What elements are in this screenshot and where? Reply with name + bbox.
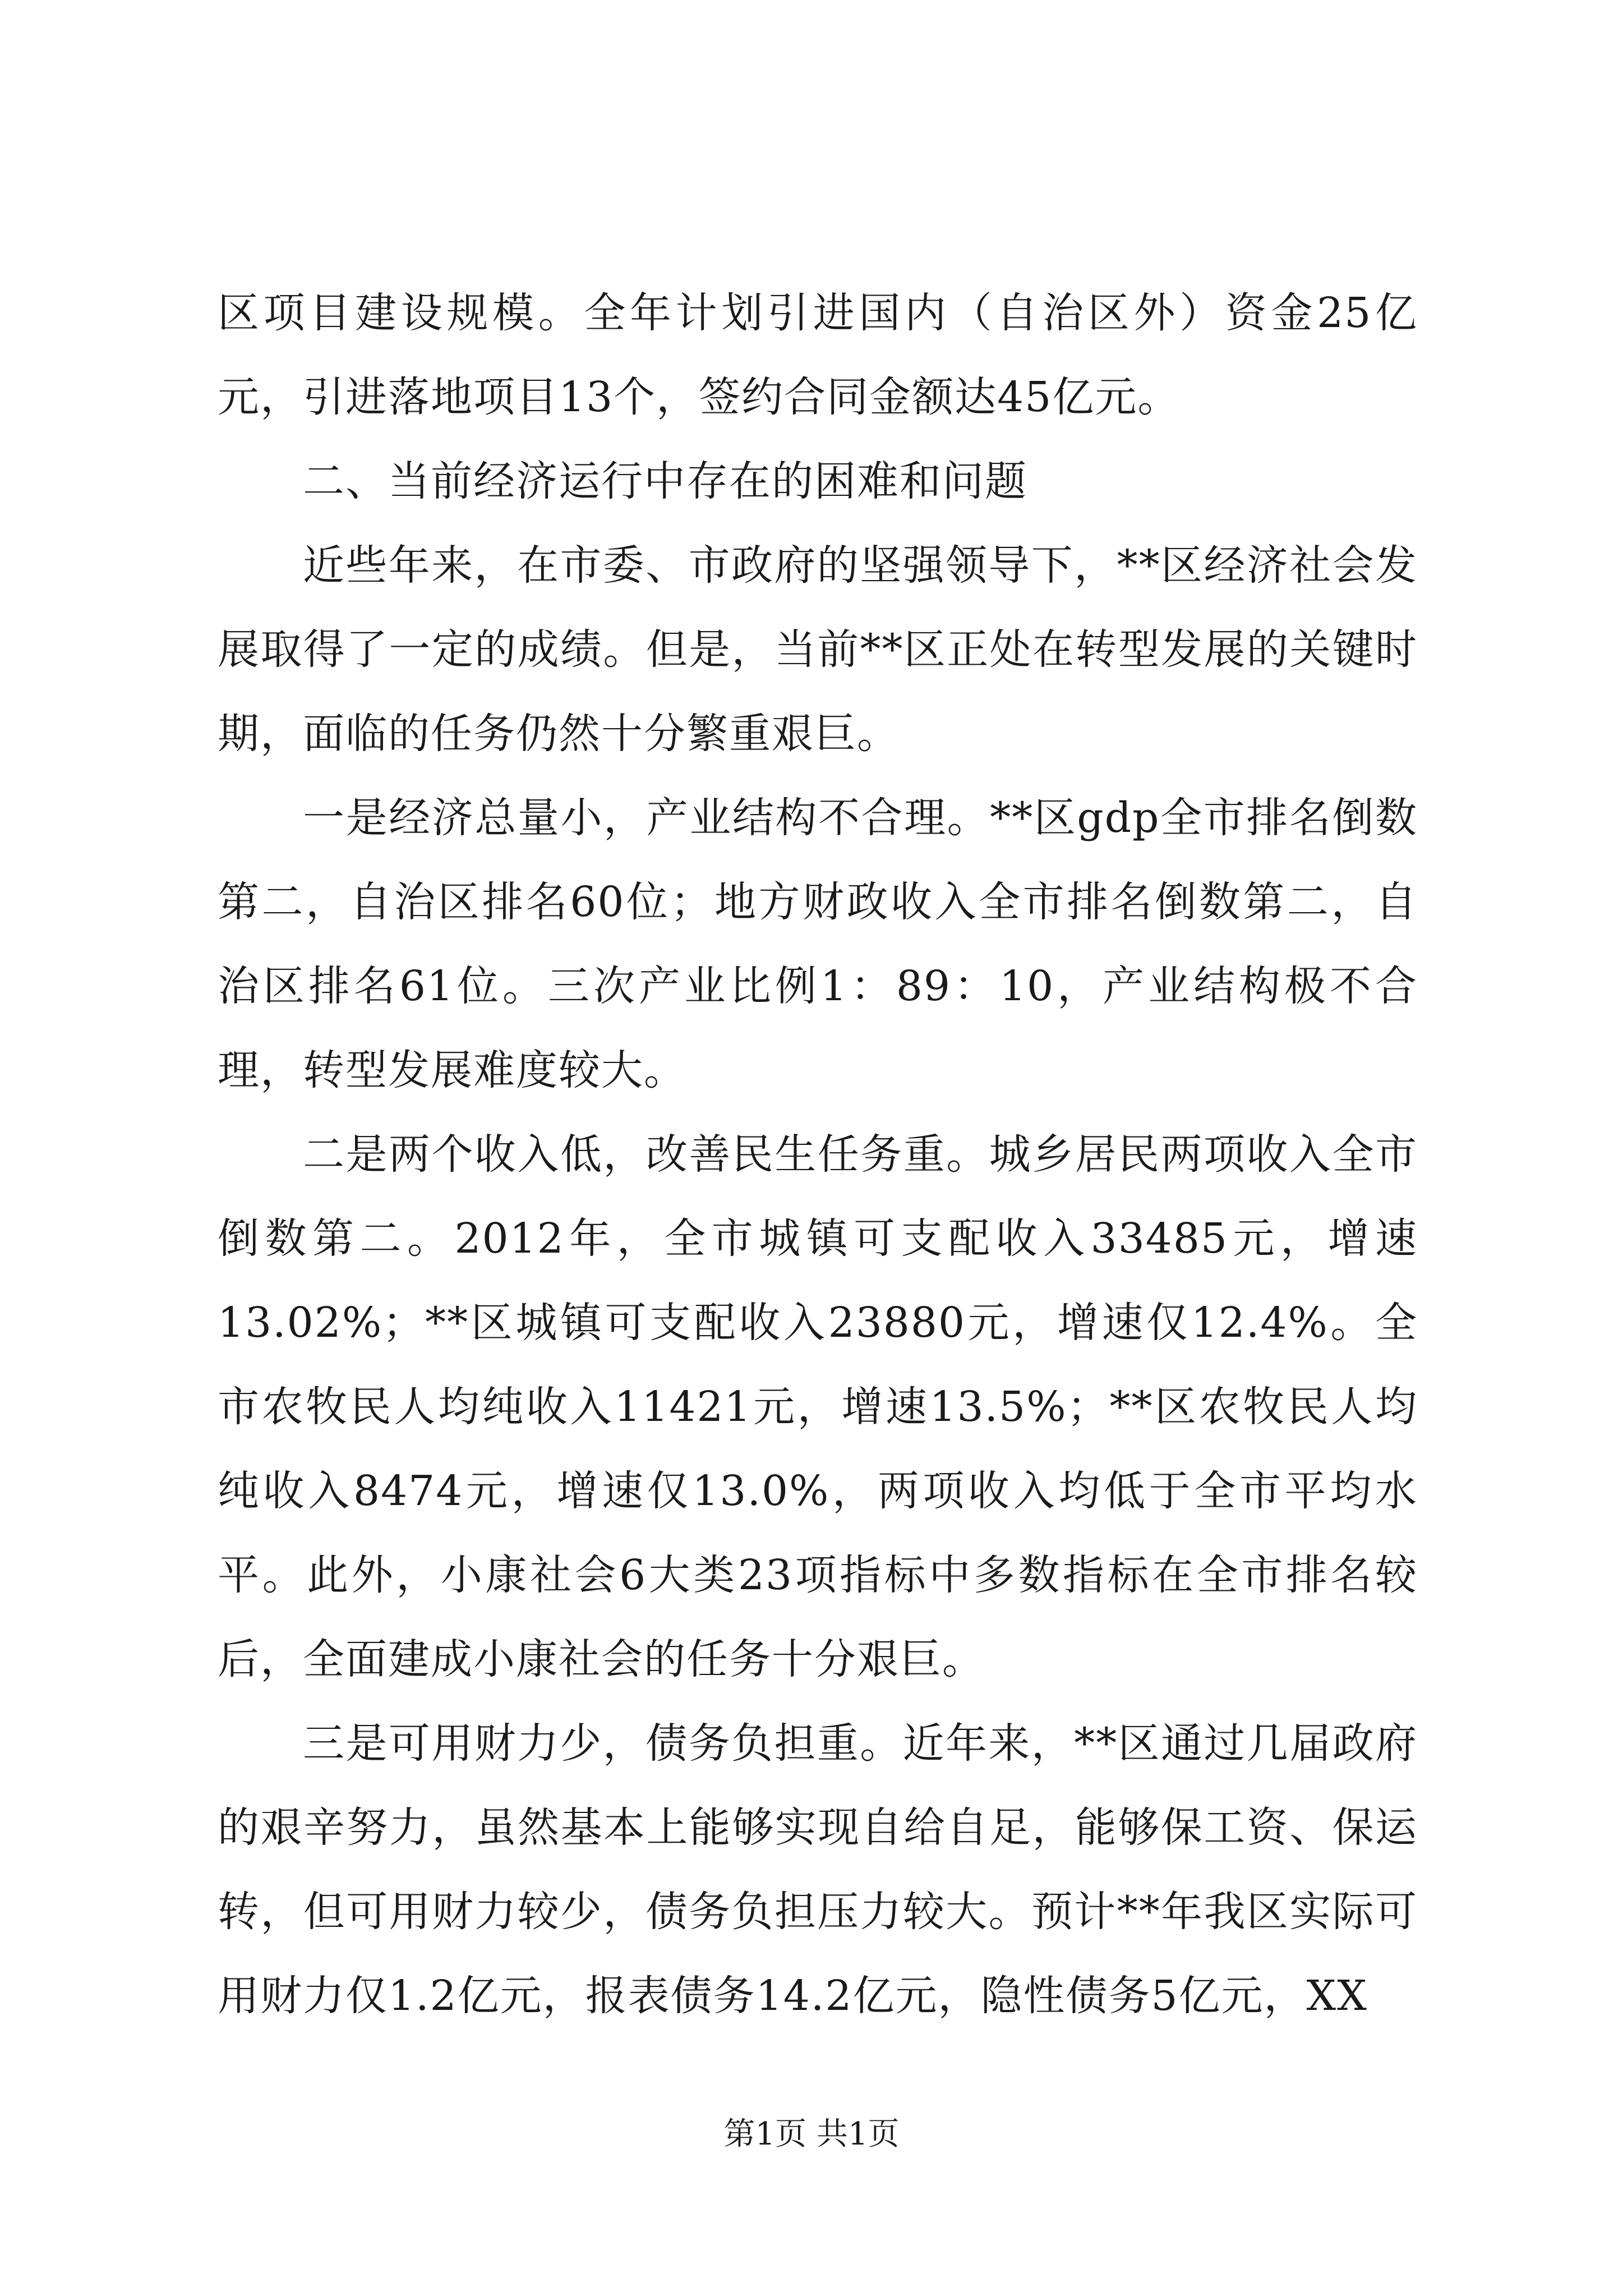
paragraph-problem-1: 一是经济总量小，产业结构不合理。**区gdp全市排名倒数第二，自治区排名60位；地方财政收入全市排名倒数第二，自治区排名61位。三次产业比例1：89：10，产业结构极不合理，转型发展难度较大。	[218, 794, 1418, 1094]
paragraph-problem-3: 三是可用财力少，债务负担重。近年来，**区通过几届政府的艰辛努力，虽然基本上能够实现自给自足，能够保工资、保运转，但可用财力较少，债务负担压力较大。预计**年我区实际可用财力仅1.2亿元，报表债务14.2亿元，隐性债务5亿元，XX	[218, 1719, 1418, 2020]
page-footer	[0, 2115, 1623, 2154]
document-body	[218, 271, 1418, 2038]
paragraph-problem-2: 二是两个收入低，改善民生任务重。城乡居民两项收入全市倒数第二。2012年，全市城镇可支配收入33485元，增速13.02%；**区城镇可支配收入23880元，增速仅12.4%。全市农牧民人均纯收入11421元，增速13.5%；**区农牧民人均纯收入8474元，增速仅13.0%，两项收入均低于全市平均水平。此外，小康社会6大类23项指标中多数指标在全市排名较后，全面建成小康社会的任务十分艰巨。	[218, 1130, 1418, 1683]
paragraph-intro: 近些年来，在市委、市政府的坚强领导下，**区经济社会发展取得了一定的成绩。但是，当前**区正处在转型发展的关键时期，面临的任务仍然十分繁重艰巨。	[218, 541, 1418, 758]
paragraph-continuation: 区项目建设规模。全年计划引进国内（自治区外）资金25亿元，引进落地项目13个，签约合同金额达45亿元。	[218, 289, 1418, 421]
section-heading: 二、当前经济运行中存在的困难和问题	[303, 457, 1027, 505]
page-number-label: 第1页 共1页	[723, 2116, 900, 2152]
